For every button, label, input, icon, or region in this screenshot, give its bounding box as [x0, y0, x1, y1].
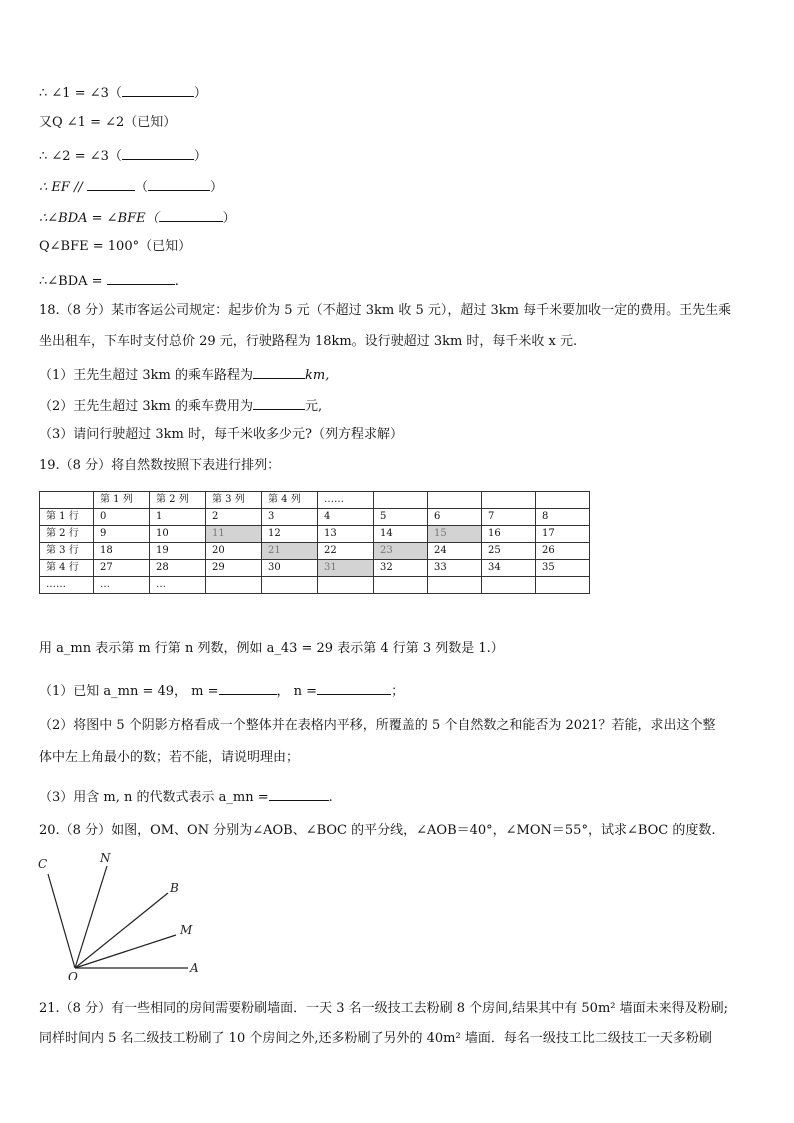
table-cell — [318, 577, 374, 594]
table-cell: 12 — [262, 526, 318, 543]
table-cell: 8 — [536, 509, 590, 526]
table-cell — [482, 492, 536, 509]
table-cell: 22 — [318, 543, 374, 560]
table-cell: 23 — [374, 543, 428, 560]
table-cell — [428, 492, 482, 509]
ray-on — [75, 866, 107, 968]
q18-part-3: （3）请问行驶超过 3km 时，每千米收多少元?（列方程求解） — [39, 427, 403, 442]
table-cell: 5 — [374, 509, 428, 526]
table-cell: 第 2 列 — [150, 492, 206, 509]
answer-blank[interactable] — [107, 270, 175, 285]
table-cell — [428, 577, 482, 594]
table-cell: 19 — [150, 543, 206, 560]
table-cell — [40, 492, 94, 509]
proof-line-7: ∴∠BDA = . — [39, 270, 179, 291]
table-cell — [482, 577, 536, 594]
table-cell: 第 1 行 — [40, 509, 94, 526]
ray-oc — [48, 874, 75, 968]
table-cell: 13 — [318, 526, 374, 543]
answer-blank[interactable] — [148, 176, 210, 191]
table-row — [40, 526, 590, 543]
table-cell: 17 — [536, 526, 590, 543]
q18-part-2: （2）王先生超过 3km 的乘车费用为 元, — [39, 395, 322, 416]
table-cell: 18 — [94, 543, 150, 560]
label-m: M — [180, 923, 193, 937]
table-cell: …… — [40, 577, 94, 594]
proof-line-3: ∴ ∠2 = ∠3（ ） — [39, 145, 207, 166]
q18-stem-line-2: 坐出租车，下车时支付总价 29 元，行驶路程为 18km。设行驶超过 3km 时，每千米收 x 元. — [39, 334, 578, 349]
label-n: N — [100, 851, 111, 865]
table-cell: 第 4 行 — [40, 560, 94, 577]
table-cell: 33 — [428, 560, 482, 577]
q19-description: 用 a_mn 表示第 m 行第 n 列数，例如 a_43 = 29 表示第 4 行第 3 列数是 1.） — [39, 641, 504, 656]
ray-om — [75, 935, 176, 968]
table-cell: 1 — [150, 509, 206, 526]
table-cell: 15 — [428, 526, 482, 543]
table-cell: 24 — [428, 543, 482, 560]
table-cell: 25 — [482, 543, 536, 560]
proof-line-5: ∴∠BDA = ∠BFE（ ） — [39, 207, 236, 228]
table-cell: 第 1 列 — [94, 492, 150, 509]
answer-blank[interactable] — [122, 145, 194, 160]
proof-line-6: Q∠BFE = 100°（已知） — [39, 239, 192, 254]
table-cell: 30 — [262, 560, 318, 577]
label-a: A — [190, 961, 199, 975]
table-cell: 32 — [374, 560, 428, 577]
table-cell: 2 — [206, 509, 262, 526]
table-cell: 3 — [262, 509, 318, 526]
table-cell: … — [150, 577, 206, 594]
table-cell: 35 — [536, 560, 590, 577]
q18-part-1: （1）王先生超过 3km 的乘车路程为 km, — [39, 364, 329, 385]
table-cell — [536, 492, 590, 509]
q19-part-1: （1）已知 a_mn = 49， m = ， n = ； — [39, 680, 404, 701]
table-cell: 6 — [428, 509, 482, 526]
table-cell: 第 3 行 — [40, 543, 94, 560]
table-cell: … — [94, 577, 150, 594]
table-cell: …… — [318, 492, 374, 509]
table-cell: 28 — [150, 560, 206, 577]
proof-line-2: 又Q ∠1 = ∠2（已知） — [39, 115, 177, 130]
answer-blank[interactable] — [219, 680, 277, 695]
q19-part-2-line-2: 体中左上角最小的数；若不能，请说明理由； — [39, 750, 300, 765]
answer-blank[interactable] — [159, 207, 223, 222]
q19-part-3: （3）用含 m, n 的代数式表示 a_mn = . — [39, 786, 333, 807]
label-c: C — [38, 857, 48, 871]
table-cell — [536, 577, 590, 594]
table-cell: 29 — [206, 560, 262, 577]
table-cell: 9 — [94, 526, 150, 543]
table-cell: 14 — [374, 526, 428, 543]
table-row — [40, 577, 590, 594]
table-header-row — [40, 492, 590, 509]
table-cell: 20 — [206, 543, 262, 560]
proof-line-1: ∴ ∠1 = ∠3（ ） — [39, 82, 207, 103]
table-cell: 0 — [94, 509, 150, 526]
table-row — [40, 560, 590, 577]
table-cell — [374, 577, 428, 594]
table-cell: 7 — [482, 509, 536, 526]
table-cell: 第 4 列 — [262, 492, 318, 509]
q19-part-2-line-1: （2）将图中 5 个阴影方格看成一个整体并在表格内平移，所覆盖的 5 个自然数之和能否为 2021？若能，求出这个整 — [39, 718, 716, 733]
table-row — [40, 509, 590, 526]
table-row — [40, 543, 590, 560]
number-table — [39, 491, 590, 594]
table-cell: 31 — [318, 560, 374, 577]
table-cell: 34 — [482, 560, 536, 577]
answer-blank[interactable] — [253, 364, 305, 379]
q20-stem: 20.（8 分）如图，OM、ON 分别为∠AOB、∠BOC 的平分线，∠AOB＝40°，∠MON＝55°，试求∠BOC 的度数. — [39, 823, 716, 838]
table-cell — [206, 577, 262, 594]
table-cell: 16 — [482, 526, 536, 543]
table-cell: 26 — [536, 543, 590, 560]
q18-stem-line-1: 18.（8 分）某市客运公司规定：起步价为 5 元（不超过 3km 收 5 元），超过 3km 每千米要加收一定的费用。王先生乘 — [39, 303, 732, 318]
table-cell — [374, 492, 428, 509]
table-cell: 10 — [150, 526, 206, 543]
angle-figure — [34, 850, 214, 980]
answer-blank[interactable] — [253, 395, 305, 410]
table-cell: 11 — [206, 526, 262, 543]
proof-line-4: ∴ EF // （ ） — [39, 176, 223, 197]
answer-blank[interactable] — [87, 176, 135, 191]
table-cell: 第 2 行 — [40, 526, 94, 543]
answer-blank[interactable] — [317, 680, 391, 695]
q21-stem-line-1: 21.（8 分）有一些相同的房间需要粉刷墙面．一天 3 名一级技工去粉刷 8 个房间,结果其中有 50m² 墙面未来得及粉刷; — [39, 1001, 729, 1016]
q21-stem-line-2: 同样时间内 5 名二级技工粉刷了 10 个房间之外,还多粉刷了另外的 40m² 墙面．每名一级技工比二级技工一天多粉刷 — [39, 1031, 712, 1046]
answer-blank[interactable] — [269, 786, 329, 801]
table-cell: 第 3 列 — [206, 492, 262, 509]
table-cell: 21 — [262, 543, 318, 560]
label-b: B — [170, 881, 179, 895]
table-cell: 27 — [94, 560, 150, 577]
answer-blank[interactable] — [122, 82, 194, 97]
ray-ob — [75, 893, 168, 968]
table-cell — [262, 577, 318, 594]
q19-stem: 19.（8 分）将自然数按照下表进行排列： — [39, 458, 281, 473]
table-cell: 4 — [318, 509, 374, 526]
label-o: O — [68, 970, 78, 980]
